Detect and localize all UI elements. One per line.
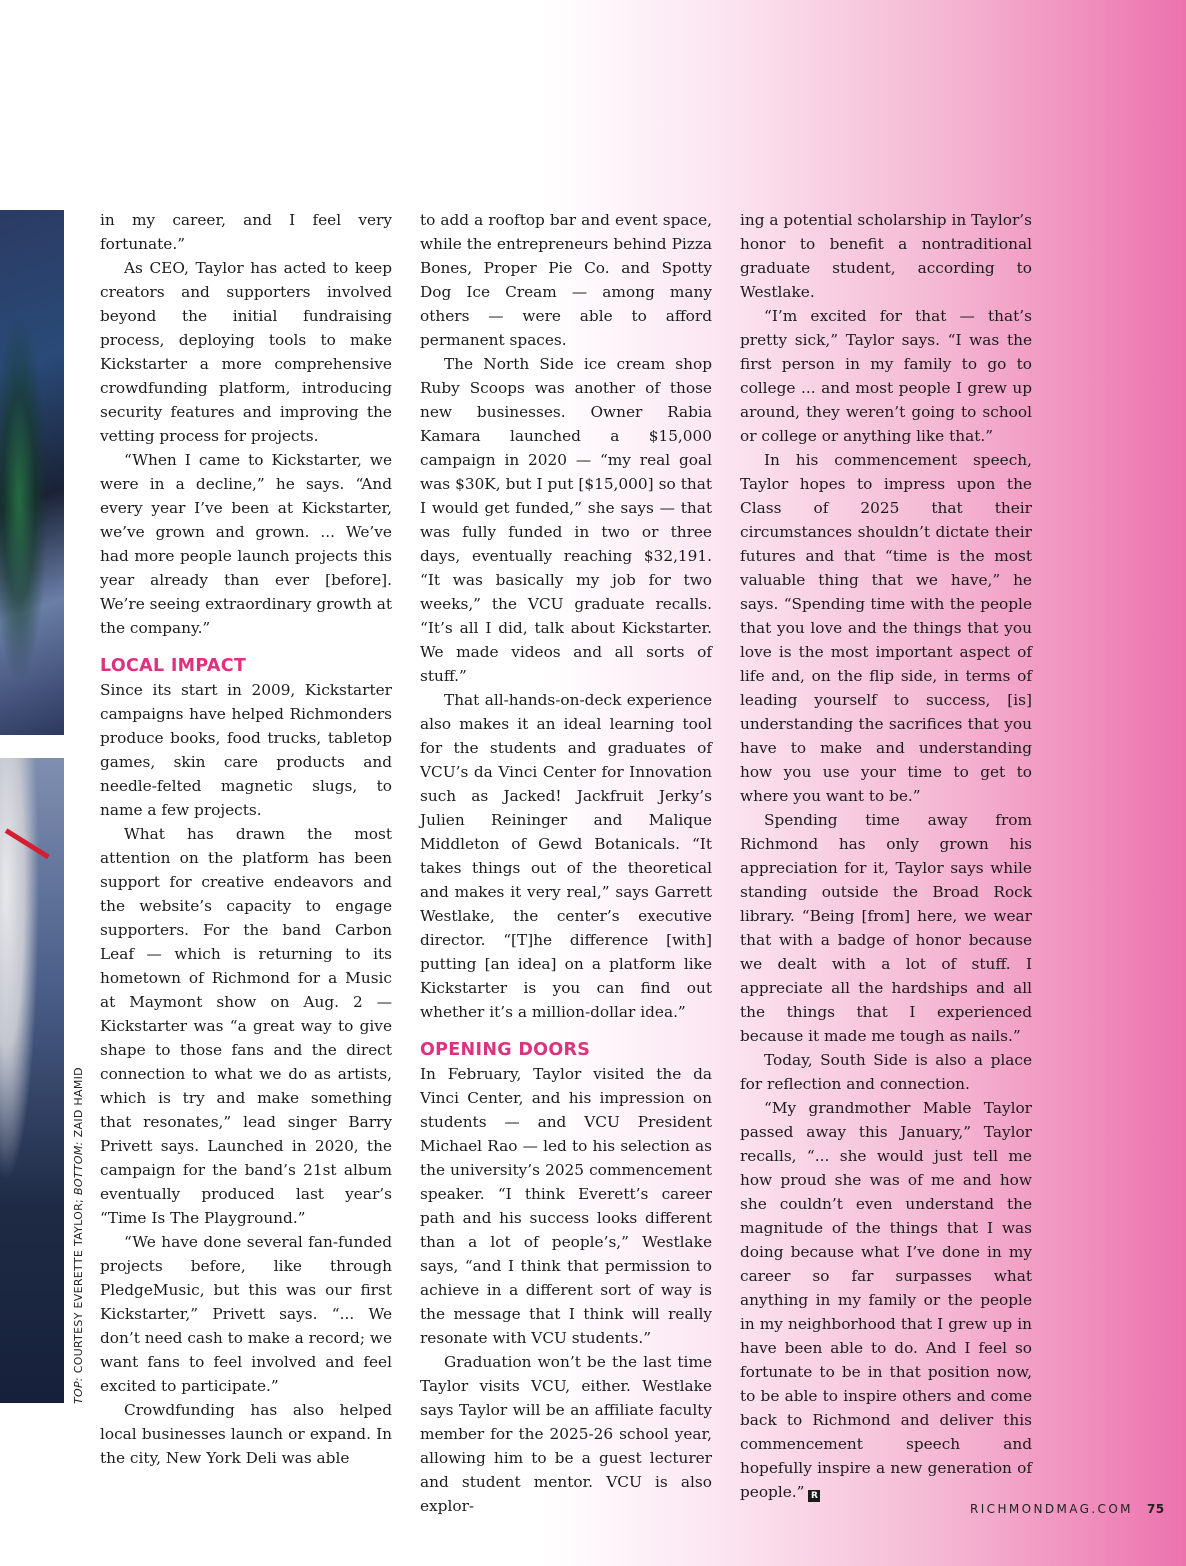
heading-text: LOCAL IMPACT [100,656,247,676]
paragraph [100,822,392,1230]
paragraph-text: “When I came to Kickstarter, we were in a decline,” he says. “And every year I’ve been at Kickstarter, we’ve grown and grown. ... We’ve had more people launch projects this year already than ever [before]. We’re seeing extraordinary growth at the company.” [100,451,392,637]
paragraph-text: Crowdfunding has also helped local businesses launch or expand. In the city, New York Deli was able [100,1401,392,1467]
paragraph [100,208,392,256]
paragraph [420,208,712,352]
paragraph-text: “My grandmother Mable Taylor passed away this January,” Taylor recalls, “... she would just tell me how proud she was of me and how she couldn’t even understand the magnitude of the things that I was doing because what I’ve done in my career so far surpasses what anything in my family or the people in my neighborhood that I grew up in have been able to do. And I feel so fortunate to be in that position now, to be able to inspire others and come back to Richmond and deliver this commencement speech and hopefully inspire a new generation of people.” [740,1099,1032,1501]
photo-credit [72,1067,85,1404]
page-number: 75 [1146,1502,1165,1516]
paragraph [100,1398,392,1470]
article-column-2 [420,208,712,1518]
paragraph-text: In February, Taylor visited the da Vinci Center, and his impression on students — and VCU President Michael Rao — led to his selection as the university’s 2025 commencement speaker. “I think Everett’s career path and his success looks different than a lot of people’s,” Westlake says, “and I think that permission to achieve in a different sort of way is the message that I think will really resonate with VCU students.” [420,1065,712,1347]
paragraph [740,808,1032,1048]
paragraph [420,1350,712,1518]
photo-red-detail [5,828,50,859]
paragraph-text: in my career, and I feel very fortunate.” [100,211,392,253]
photo-top [0,210,64,735]
paragraph [420,352,712,688]
paragraph [100,1230,392,1398]
page-footer [970,1502,1165,1516]
paragraph-text: to add a rooftop bar and event space, while the entrepreneurs behind Pizza Bones, Proper Pie Co. and Spotty Dog Ice Cream — among many others — were able to afford permanent spaces. [420,211,712,349]
article-column-1 [100,208,392,1470]
credit-bottom-label: BOTTOM: [72,1141,85,1195]
paragraph [740,304,1032,448]
paragraph [100,448,392,640]
paragraph-text: “I’m excited for that — that’s pretty sick,” Taylor says. “I was the first person in my family to go to college ... and most people I grew up around, they weren’t going to school or college or anything like that.” [740,307,1032,445]
article-column-3 [740,208,1032,1504]
paragraph [740,1048,1032,1096]
paragraph-text: Spending time away from Richmond has only grown his appreciation for it, Taylor says while standing outside the Broad Rock library. “Being [from] here, we wear that with a badge of honor because we dealt with a lot of stuff. I appreciate all the hardships and all the things that I experienced because it made me tough as nails.” [740,811,1032,1045]
paragraph-text: ing a potential scholarship in Taylor’s honor to benefit a nontraditional graduate student, according to Westlake. [740,211,1032,301]
credit-bottom-name: ZAID HAMID [72,1067,85,1138]
paragraph-text: The North Side ice cream shop Ruby Scoops was another of those new businesses. Owner Rabia Kamara launched a $15,000 campaign in 2020 — “my real goal was $30K, but I put [$15,000] so that I would get funded,” she says — that was fully funded in two or three days, eventually reaching $32,191. “It was basically my job for two weeks,” the VCU graduate recalls. “It’s all I did, talk about Kickstarter. We made videos and all sorts of stuff.” [420,355,712,685]
paragraph-text: What has drawn the most attention on the platform has been support for creative endeavors and the website’s capacity to engage supporters. For the band Carbon Leaf — which is returning to its hometown of Richmond for a Music at Maymont show on Aug. 2 — Kickstarter was “a great way to give shape to those fans and the direct connection to what we do as artists, which is try and make something that resonates,” lead singer Barry Privett says. Launched in 2020, the campaign for the band’s 21st album eventually produced last year’s “Time Is The Playground.” [100,825,392,1227]
photo-bottom [0,758,64,1403]
paragraph-text: As CEO, Taylor has acted to keep creators and supporters involved beyond the initial fundraising process, deploying tools to make Kickstarter a more comprehensive crowdfunding platform, introducing security features and improving the vetting process for projects. [100,259,392,445]
paragraph-text: In his commencement speech, Taylor hopes to impress upon the Class of 2025 that their circumstances shouldn’t dictate their futures and that “time is the most valuable thing that we have,” he says. “Spending time with the people that you love and the things that you love is the most important aspect of life and, on the flip side, in terms of leading yourself to success, [is] understanding the sacrifices that you have to make and understanding how you use your time to get to where you want to be.” [740,451,1032,805]
paragraph [100,256,392,448]
paragraph-text: That all-hands-on-deck experience also makes it an ideal learning tool for the students and graduates of VCU’s da Vinci Center for Innovation such as Jacked! Jackfruit Jerky’s Julien Reininger and Malique Middleton of Gewd Botanicals. “It takes things out of the theoretical and makes it very real,” says Garrett Westlake, the center’s executive director. “[T]he difference [with] putting [an idea] on a platform like Kickstarter is you can find out whether it’s a million-dollar idea.” [420,691,712,1021]
paragraph [100,678,392,822]
section-heading [420,1038,712,1062]
paragraph [740,208,1032,304]
paragraph [420,688,712,1024]
credit-top-name: COURTESY EVERETTE TAYLOR; [72,1198,85,1374]
footer-site: RICHMONDMAG.COM [970,1502,1133,1516]
paragraph-text: Today, South Side is also a place for reflection and connection. [740,1051,1032,1093]
end-mark-icon: R [808,1490,820,1502]
paragraph-text: Graduation won’t be the last time Taylor visits VCU, either. Westlake says Taylor will be an affiliate faculty member for the 2025-26 school year, allowing him to be a guest lecturer and student mentor. VCU is also explor- [420,1353,712,1515]
paragraph-text: Since its start in 2009, Kickstarter campaigns have helped Richmonders produce books, food trucks, tabletop games, skin care products and needle-felted magnetic slugs, to name a few projects. [100,681,392,819]
heading-text: OPENING DOORS [420,1040,591,1060]
paragraph [420,1062,712,1350]
section-heading [100,654,392,678]
paragraph [740,448,1032,808]
paragraph-text: “We have done several fan-funded projects before, like through PledgeMusic, but this was our first Kickstarter,” Privett says. “... We don’t need cash to make a record; we want fans to feel involved and feel excited to participate.” [100,1233,393,1395]
paragraph [740,1096,1032,1504]
credit-top-label: TOP: [72,1377,85,1404]
